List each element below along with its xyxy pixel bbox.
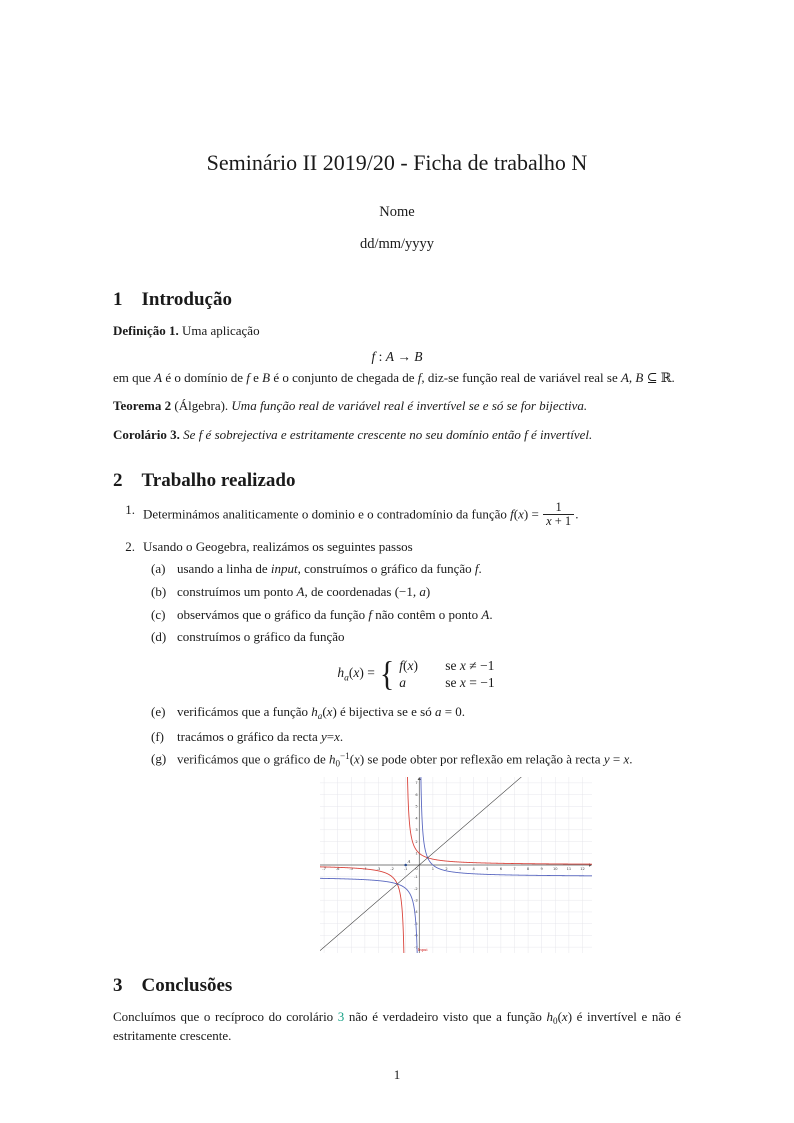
text-segment: x <box>459 675 466 691</box>
svg-text:-7: -7 <box>414 945 418 950</box>
text-segment: f <box>399 657 404 673</box>
text-segment: ⊆ ℝ. <box>646 369 675 385</box>
text-segment: em que <box>113 369 155 385</box>
geogebra-steps-list <box>151 561 681 770</box>
corollary-3 <box>113 427 681 444</box>
svg-text:1: 1 <box>415 851 418 856</box>
author-name: Nome <box>379 204 415 220</box>
text-segment: A, B <box>620 369 647 385</box>
text-segment: = 0. <box>441 703 466 719</box>
step-e-marker: (e) <box>151 703 166 719</box>
text-segment: a <box>399 675 406 691</box>
text-segment: ( <box>557 1008 562 1024</box>
formula-f-A-to-B <box>113 349 681 365</box>
svg-text:0: 0 <box>415 866 418 871</box>
left-brace: { <box>379 655 395 694</box>
text-segment: x <box>326 703 333 719</box>
text-segment: . <box>478 561 482 577</box>
text-segment: Uma aplicação <box>178 323 260 338</box>
text-segment: x <box>334 728 340 744</box>
text-segment: (Álgebra). <box>171 398 232 414</box>
step-d-marker: (d) <box>151 629 167 645</box>
step-f-marker: (f) <box>151 728 164 744</box>
text-segment: f <box>246 369 250 385</box>
section-1-title: Introdução <box>141 289 232 310</box>
text-segment: h <box>546 1008 554 1024</box>
cases-formula <box>151 657 681 692</box>
definition-1 <box>113 323 681 340</box>
text-segment: x <box>623 751 630 767</box>
text-segment: Corolário 3. <box>113 426 180 442</box>
svg-text:1: 1 <box>431 866 435 871</box>
text-segment: ) <box>425 584 431 599</box>
text-segment: tracámos o gráfico da recta <box>177 728 322 744</box>
fraction-numerator: 1 <box>555 499 562 514</box>
text-segment: x <box>353 665 360 681</box>
svg-text:8: 8 <box>526 866 530 871</box>
svg-text:-4: -4 <box>414 909 418 914</box>
text-segment: B <box>262 369 271 385</box>
text-segment: ( <box>348 665 354 681</box>
point-A <box>404 863 407 866</box>
text-segment: x <box>354 751 360 767</box>
text-segment: x <box>546 513 552 528</box>
section-2-title: Trabalho realizado <box>141 469 296 491</box>
text-segment: se <box>445 675 460 691</box>
svg-text:3: 3 <box>415 827 418 832</box>
text-segment: a <box>434 703 442 719</box>
text-segment: : <box>375 348 386 364</box>
svg-text:4: 4 <box>472 866 475 871</box>
case-2-cond <box>445 674 494 692</box>
text-segment: não é verdadeiro visto que a função <box>344 1008 547 1024</box>
text-segment: = <box>609 751 624 767</box>
text-segment: verificámos que a função <box>177 703 312 719</box>
text-segment: x <box>459 657 466 673</box>
svg-text:9: 9 <box>540 866 543 871</box>
text-segment: f <box>510 506 514 522</box>
text-segment: Concluímos que o recíproco do corolário <box>113 1008 338 1024</box>
svg-text:-1: -1 <box>414 874 418 879</box>
svg-text:6: 6 <box>499 866 503 871</box>
svg-text:-2: -2 <box>390 866 394 871</box>
svg-text:-1: -1 <box>403 866 408 871</box>
svg-text:-3: -3 <box>414 898 418 903</box>
text-segment: ≠ −1 <box>465 657 495 673</box>
text-segment: se <box>445 657 460 673</box>
text-segment: a <box>344 673 349 684</box>
case-row-1 <box>399 657 494 675</box>
svg-text:5: 5 <box>415 804 418 809</box>
text-segment: h <box>311 703 318 719</box>
step-c <box>151 607 681 624</box>
text-segment: ) <box>413 657 419 673</box>
step-g-marker: (g) <box>151 751 167 767</box>
svg-text:-5: -5 <box>414 921 418 926</box>
text-segment: ) é bijectiva se e só <box>332 703 435 719</box>
text-segment: ) = <box>359 665 375 681</box>
svg-text:7: 7 <box>415 780 418 785</box>
text-segment: ( <box>513 506 519 522</box>
section-1-heading <box>113 289 681 311</box>
text-segment: h <box>337 665 345 681</box>
text-segment: Determinámos analiticamente o dominio e o contradomínio da função <box>143 506 511 522</box>
list-item-1-lead <box>143 506 542 521</box>
list-item-2-text: Usando o Geogebra, realizámos os seguintes passos <box>143 538 413 554</box>
text-segment: ) se pode obter por reflexão em relação à recta <box>359 751 604 767</box>
plot-svg <box>320 777 592 953</box>
svg-text:3: 3 <box>458 866 462 871</box>
text-segment: f <box>417 369 422 385</box>
text-segment: A <box>296 584 305 599</box>
text-segment: é o domínio de <box>162 369 247 385</box>
section-3-title: Conclusões <box>141 974 233 996</box>
svg-text:11: 11 <box>566 866 572 871</box>
function-plot <box>320 777 592 957</box>
step-c-text <box>177 607 681 624</box>
text-segment: y <box>603 751 610 767</box>
text-segment: ( <box>403 657 408 673</box>
list-item-1-period: . <box>575 506 579 522</box>
case-1-cond <box>445 657 494 675</box>
step-b-text <box>177 584 681 601</box>
text-segment: , de coordenadas (−1 <box>304 584 413 599</box>
text-segment: 0 <box>553 1015 558 1026</box>
text-segment: −1 <box>340 751 350 762</box>
text-segment: = <box>326 728 335 744</box>
text-segment: 0 <box>335 759 341 770</box>
case-row-2 <box>399 674 494 692</box>
text-segment: . <box>629 751 633 767</box>
svg-text:5: 5 <box>486 866 489 871</box>
svg-text:-3: -3 <box>376 866 381 871</box>
svg-text:-6: -6 <box>335 866 340 871</box>
list-item-2-marker: 2. <box>125 538 135 554</box>
text-segment: , diz-se função real de variável real se <box>421 369 621 385</box>
text-segment: h <box>328 751 336 767</box>
step-c-marker: (c) <box>151 606 166 622</box>
text-segment: ) é invertível e não é estritamente crescente. <box>113 1008 682 1043</box>
text-segment: Uma função real de variável real é invertível se e só se for bijectiva. <box>231 398 588 414</box>
text-segment: não contêm o ponto <box>371 606 482 622</box>
svg-text:-4: -4 <box>363 866 367 871</box>
text-segment: verificámos que o gráfico de <box>177 751 329 767</box>
text-segment: f <box>474 561 479 577</box>
fraction-f <box>543 501 574 528</box>
axes <box>320 779 590 953</box>
text-segment: = −1 <box>465 675 495 691</box>
section-2-number: 2 <box>113 469 123 491</box>
step-a <box>151 561 681 578</box>
case-1-expr <box>399 657 445 675</box>
section-2-heading <box>113 470 681 492</box>
step-a-text <box>177 561 681 578</box>
text-segment: y <box>321 728 327 744</box>
svg-text:6: 6 <box>415 792 418 797</box>
text-segment: a <box>317 711 323 722</box>
svg-text:-5: -5 <box>349 866 354 871</box>
text-segment: x <box>561 1008 568 1024</box>
step-a-marker: (a) <box>151 561 166 577</box>
text-segment: B <box>414 348 423 364</box>
step-f <box>151 729 681 746</box>
step-f-text <box>177 729 681 746</box>
text-segment: + 1 <box>551 513 572 528</box>
step-e-text <box>177 704 681 723</box>
intro-paragraph <box>113 370 681 387</box>
theorem-2 <box>113 398 681 415</box>
text-segment: , construímos o gráfico da função <box>297 561 475 577</box>
section-3-number: 3 <box>113 974 123 996</box>
text-segment: ( <box>322 703 327 719</box>
geogebra-figure <box>320 777 592 953</box>
svg-text:A: A <box>407 858 411 864</box>
step-d <box>151 629 681 646</box>
svg-text:-2: -2 <box>414 886 418 891</box>
fraction-denominator <box>543 514 574 528</box>
text-segment: A <box>481 606 490 622</box>
step-e <box>151 704 681 723</box>
svg-text:10: 10 <box>552 866 558 871</box>
conclusion-paragraph <box>113 1009 681 1044</box>
step-d-text <box>177 629 681 646</box>
text-segment: f <box>368 606 372 622</box>
list-item-2 <box>113 539 681 556</box>
list-item-1-marker: 1. <box>125 501 135 517</box>
section-3-heading <box>113 975 681 997</box>
document-date: dd/mm/yyyy <box>359 236 435 252</box>
text-segment: construímos o gráfico da função <box>177 629 345 645</box>
text-segment: e <box>249 369 263 385</box>
cite-link[interactable]: 3 <box>337 1008 345 1024</box>
text-segment: A <box>154 369 163 385</box>
cases-rows <box>399 657 494 692</box>
svg-text:2: 2 <box>445 866 448 871</box>
svg-text:7: 7 <box>513 866 516 871</box>
text-segment: ) = <box>523 506 543 522</box>
text-segment: A <box>385 348 395 364</box>
svg-text:-6: -6 <box>414 933 418 938</box>
text-segment: Definição 1. <box>113 323 179 338</box>
svg-text:12: 12 <box>580 866 585 871</box>
text-segment: Teorema 2 <box>113 398 172 414</box>
list-item-1 <box>113 499 681 529</box>
section-1-number: 1 <box>113 289 123 310</box>
text-segment: x <box>407 657 414 673</box>
text-segment: é o conjunto de chegada de <box>270 369 418 385</box>
text-segment: usando a linha de <box>177 561 271 577</box>
step-b <box>151 584 681 601</box>
page-number: 1 <box>393 1067 401 1082</box>
cases-lhs <box>337 665 374 683</box>
text-segment: input <box>270 561 298 577</box>
svg-text:-7: -7 <box>322 866 326 871</box>
text-segment: f <box>371 348 376 364</box>
case-2-expr <box>399 674 445 692</box>
step-g <box>151 751 681 770</box>
svg-text:2: 2 <box>415 839 418 844</box>
text-segment: x <box>518 506 524 522</box>
text-segment: → <box>394 348 415 364</box>
text-segment: observámos que o gráfico da função <box>177 606 369 622</box>
text-segment: . <box>339 728 344 744</box>
text-segment: . <box>489 606 493 622</box>
text-segment: , a <box>412 584 426 599</box>
input-label: Input <box>417 946 428 952</box>
text-segment: Se f é sobrejectiva e estritamente crescente no seu domínio então f é invertível. <box>183 426 593 442</box>
list-item-1-text <box>143 499 681 529</box>
step-b-marker: (b) <box>151 584 167 599</box>
step-g-text <box>177 751 681 770</box>
text-segment: construímos um ponto <box>177 584 297 599</box>
text-segment: ( <box>349 751 355 767</box>
svg-text:4: 4 <box>415 816 418 821</box>
document-title: Seminário II 2019/20 - Ficha de trabalho N <box>206 150 588 175</box>
